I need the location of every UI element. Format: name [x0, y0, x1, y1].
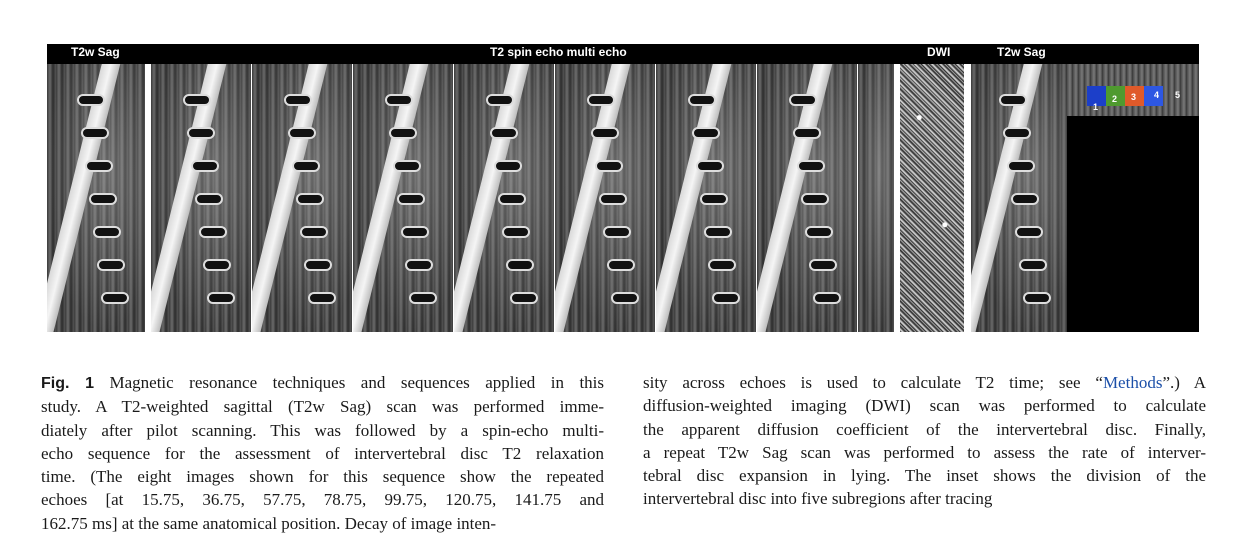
- vertebral-disc: [611, 292, 639, 304]
- label-t2w-sag-left: T2w Sag: [71, 45, 120, 59]
- echo-image-2: [252, 64, 352, 332]
- t2w-sag-image-right: [971, 64, 1067, 332]
- label-multi-echo: T2 spin echo multi echo: [490, 45, 627, 59]
- vertebral-disc: [191, 160, 219, 172]
- echo-image-4: [454, 64, 554, 332]
- vertebral-disc: [599, 193, 627, 205]
- vertebral-disc: [85, 160, 113, 172]
- vertebral-disc: [81, 127, 109, 139]
- caption-line: the apparent diffusion coefficient of the intervertebral disc. Finally,: [643, 419, 1206, 439]
- vertebral-disc: [199, 226, 227, 238]
- vertebral-disc: [393, 160, 421, 172]
- vertebral-disc: [708, 259, 736, 271]
- label-dwi: DWI: [927, 45, 951, 59]
- vertebral-disc: [97, 259, 125, 271]
- vertebral-disc: [813, 292, 841, 304]
- vertebral-disc: [93, 226, 121, 238]
- caption-line: [643, 371, 1206, 394]
- vertebral-disc: [304, 259, 332, 271]
- vertebral-disc: [595, 160, 623, 172]
- vertebral-disc: [809, 259, 837, 271]
- vertebral-disc: [700, 193, 728, 205]
- vertebral-disc: [288, 127, 316, 139]
- vertebral-disc: [688, 94, 716, 106]
- echo-image-6: [656, 64, 756, 332]
- vertebral-disc: [195, 193, 223, 205]
- vertebral-disc: [591, 127, 619, 139]
- subregion-label-2: 2: [1112, 94, 1118, 104]
- inset-disc-view: [1067, 64, 1199, 116]
- vertebral-disc: [89, 193, 117, 205]
- caption-line: tebral disc expansion in lying. The inset shows the division of the: [643, 466, 1206, 486]
- caption-line: [41, 371, 604, 395]
- mri-figure: [47, 44, 1199, 332]
- vertebral-disc: [308, 292, 336, 304]
- vertebral-disc: [77, 94, 105, 106]
- vertebral-disc: [603, 226, 631, 238]
- caption-text: ”.) A: [1162, 373, 1207, 392]
- caption-line: diffusion-weighted imaging (DWI) scan was performed to calculate: [643, 396, 1206, 416]
- echo-image-8: [858, 64, 894, 332]
- vertebral-disc: [712, 292, 740, 304]
- vertebral-disc: [506, 259, 534, 271]
- t2w-sag-image-left: [47, 64, 145, 332]
- vertebral-disc: [587, 94, 615, 106]
- subregion-label-5: 5: [1175, 90, 1181, 100]
- vertebral-disc: [1015, 226, 1043, 238]
- subregion-label-3: 3: [1131, 92, 1137, 102]
- vertebral-disc: [490, 127, 518, 139]
- caption-text: Magnetic resonance techniques and sequences applied in this: [109, 373, 605, 392]
- methods-link[interactable]: Methods: [1102, 373, 1163, 392]
- vertebral-disc: [101, 292, 129, 304]
- echo-image-3: [353, 64, 453, 332]
- caption-line: echoes [at 15.75, 36.75, 57.75, 78.75, 99.75, 120.75, 141.75 and: [41, 490, 604, 510]
- vertebral-disc: [498, 193, 526, 205]
- vertebral-disc: [805, 226, 833, 238]
- vertebral-disc: [300, 226, 328, 238]
- vertebral-disc: [789, 94, 817, 106]
- vertebral-disc: [793, 127, 821, 139]
- vertebral-disc: [405, 259, 433, 271]
- vertebral-disc: [1007, 160, 1035, 172]
- vertebral-disc: [389, 127, 417, 139]
- caption-line: intervertebral disc into five subregions after tracing: [643, 489, 993, 509]
- vertebral-disc: [203, 259, 231, 271]
- label-t2w-sag-right: T2w Sag: [997, 45, 1046, 59]
- vertebral-disc: [692, 127, 720, 139]
- caption-line: echo sequence for the assessment of intervertebral disc T2 relaxation: [41, 443, 604, 463]
- vertebral-disc: [801, 193, 829, 205]
- vertebral-disc: [1019, 259, 1047, 271]
- caption-line: 162.75 ms] at the same anatomical position. Decay of image inten-: [41, 513, 497, 533]
- vertebral-disc: [385, 94, 413, 106]
- caption-line: time. (The eight images shown for this sequence show the repeated: [41, 467, 604, 487]
- vertebral-disc: [704, 226, 732, 238]
- vertebral-disc: [409, 292, 437, 304]
- vertebral-disc: [1023, 292, 1051, 304]
- caption-line: a repeat T2w Sag scan was performed to assess the rate of interver-: [643, 442, 1206, 462]
- vertebral-disc: [502, 226, 530, 238]
- vertebral-disc: [494, 160, 522, 172]
- subregion-inset: [1067, 64, 1199, 332]
- vertebral-disc: [296, 193, 324, 205]
- echo-image-1: [151, 64, 251, 332]
- vertebral-disc: [999, 94, 1027, 106]
- vertebral-disc: [607, 259, 635, 271]
- caption-text: sity across echoes is used to calculate T2 time; see “: [643, 373, 1103, 392]
- subregion-label-4: 4: [1154, 90, 1160, 100]
- vertebral-disc: [284, 94, 312, 106]
- vertebral-disc: [1011, 193, 1039, 205]
- vertebral-disc: [183, 94, 211, 106]
- vertebral-disc: [696, 160, 724, 172]
- figure-label: Fig. 1: [41, 375, 95, 392]
- caption-line: study. A T2-weighted sagittal (T2w Sag) scan was performed imme-: [41, 397, 604, 417]
- caption-line: diately after pilot scanning. This was followed by a spin-echo multi-: [41, 420, 604, 440]
- subregion-label-1: 1: [1093, 102, 1099, 112]
- vertebral-disc: [397, 193, 425, 205]
- vertebral-disc: [486, 94, 514, 106]
- vertebral-disc: [797, 160, 825, 172]
- vertebral-disc: [401, 226, 429, 238]
- vertebral-disc: [207, 292, 235, 304]
- echo-image-7: [757, 64, 857, 332]
- echo-image-5: [555, 64, 655, 332]
- vertebral-disc: [187, 127, 215, 139]
- vertebral-disc: [510, 292, 538, 304]
- dwi-image: [900, 64, 964, 332]
- vertebral-disc: [292, 160, 320, 172]
- vertebral-disc: [1003, 127, 1031, 139]
